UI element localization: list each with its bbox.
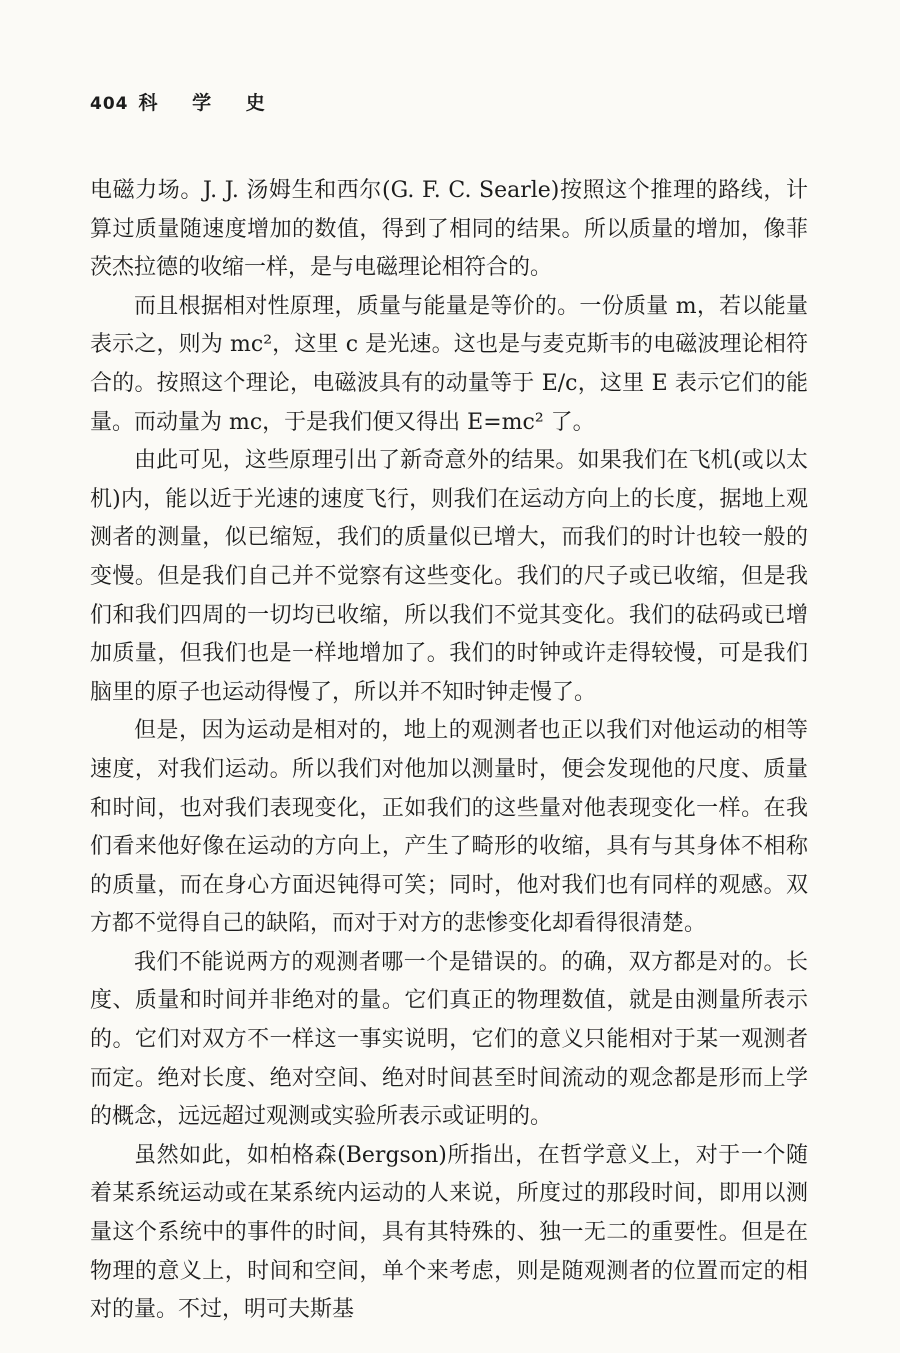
paragraph-3: 由此可见，这些原理引出了新奇意外的结果。如果我们在飞机(或以太机)内，能以近于光速的速度飞行，则我们在运动方向上的长度，据地上观测者的测量，似已缩短，我们的质量似已增大，而我们的时计也较一般的变慢。但是我们自己并不觉察有这些变化。我们的尺子或已收缩，但是我们和我们四周的一切均已收缩，所以我们不觉其变化。我们的砝码或已增加质量，但我们也是一样地增加了。我们的时钟或许走得较慢，可是我们脑里的原子也运动得慢了，所以并不知时钟走慢了。: [90, 448, 808, 705]
running-head: [90, 88, 279, 115]
page-number: 404: [90, 94, 129, 114]
paragraph-2: 而且根据相对性原理，质量与能量是等价的。一份质量 m，若以能量表示之，则为 mc²，这里 c 是光速。这也是与麦克斯韦的电磁波理论相符合的。按照这个理论，电磁波具有的动量等于 E/c，这里 E 表示它们的能量。而动量为 mc，于是我们便又得出 E=mc² 了。: [90, 293, 808, 435]
paragraph-1: 电磁力场。J. J. 汤姆生和西尔(G. F. C. Searle)按照这个推理的路线，计算过质量随速度增加的数值，得到了相同的结果。所以质量的增加，像菲茨杰拉德的收缩一样，是与电磁理论相符合的。: [90, 178, 808, 281]
paragraph-5: 我们不能说两方的观测者哪一个是错误的。的确，双方都是对的。长度、质量和时间并非绝对的量。它们真正的物理数值，就是由测量所表示的。它们对双方不一样这一事实说明，它们的意义只能相对于某一观测者而定。绝对长度、绝对空间、绝对时间甚至时间流动的观念都是形而上学的概念，远远超过观测或实验所表示或证明的。: [90, 949, 808, 1130]
book-title: 科 学 史: [138, 92, 279, 114]
paragraph-4: 但是，因为运动是相对的，地上的观测者也正以我们对他运动的相等速度，对我们运动。所以我们对他加以测量时，便会发现他的尺度、质量和时间，也对我们表现变化，正如我们的这些量对他表现变化一样。在我们看来他好像在运动的方向上，产生了畸形的收缩，具有与其身体不相称的质量，而在身心方面迟钝得可笑；同时，他对我们也有同样的观感。双方都不觉得自己的缺陷，而对于对方的悲惨变化却看得很清楚。: [90, 718, 808, 937]
paragraph-6: 虽然如此，如柏格森(Bergson)所指出，在哲学意义上，对于一个随着某系统运动或在某系统内运动的人来说，所度过的那段时间，即用以测量这个系统中的事件的时间，具有其特殊的、独一无二的重要性。但是在物理的意义上，时间和空间，单个来考虑，则是随观测者的位置而定的相对的量。不过，明可夫斯基: [90, 1142, 808, 1323]
body-text: [90, 172, 808, 1330]
